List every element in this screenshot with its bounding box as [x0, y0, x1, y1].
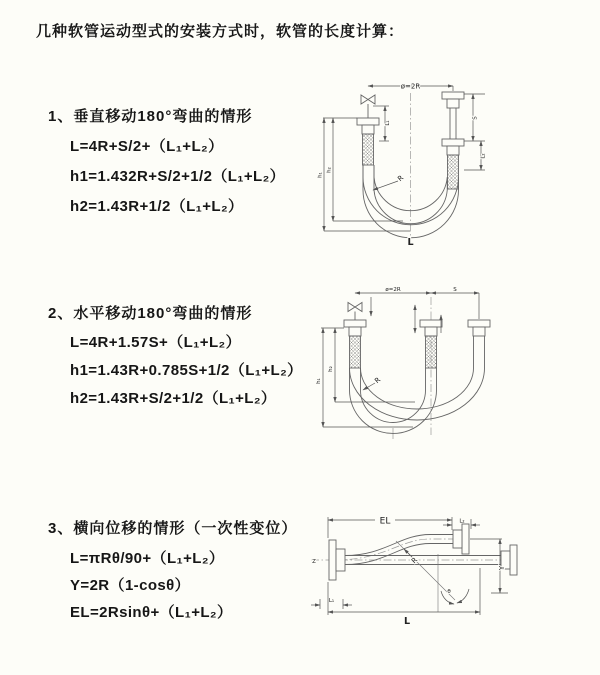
section-1-formula-3: h2=1.43R+1/2（L₁+L₂） [70, 198, 244, 215]
hose-u-wide [350, 343, 485, 420]
dim-y-label: Y [498, 565, 506, 571]
dim-h1-label: h₁ [316, 378, 322, 384]
dim-h2 [335, 328, 415, 402]
page-title: 几种软管运动型式的安装方式时，软管的长度计算： [36, 23, 405, 40]
dim-l2-label: L₂ [480, 153, 487, 159]
middle-pipe-end [420, 320, 442, 368]
dim-s-label: S [453, 287, 457, 293]
diagram-horizontal-movement-180 [313, 283, 498, 443]
theta-arcs [441, 589, 469, 604]
section-3-formula-3: EL=2Rsinθ+（L₁+L₂） [70, 604, 233, 621]
section-2-formula-3: h2=1.43R+S/2+1/2（L₁+L₂） [70, 390, 277, 407]
section-1-heading: 1、垂直移动180°弯曲的情形 [48, 108, 253, 125]
section-1-formula-1: L=4R+S/2+（L₁+L₂） [70, 138, 224, 155]
length-label: L [403, 616, 411, 627]
dim-width-2r [355, 293, 479, 319]
left-pipe-end [357, 118, 379, 165]
diagram-lateral-displacement [305, 505, 520, 630]
radius-leader [373, 181, 398, 190]
dim-l [328, 568, 480, 615]
dim-h1-label: h₁ [317, 172, 324, 178]
dim-l1-label: L₁ [385, 120, 391, 126]
section-2-heading: 2、水平移动180°弯曲的情形 [48, 305, 253, 322]
dim-h2-label: h₂ [328, 366, 334, 372]
left-pipe-end [344, 320, 366, 368]
right-pipe-end [468, 320, 490, 343]
right-pipe-end [442, 92, 464, 189]
section-3-heading: 3、横向位移的情形（一次性变位） [48, 520, 298, 537]
section-3-formula-2: Y=2R（1-cosθ） [70, 577, 191, 594]
section-3-formula-1: L=πRθ/90+（L₁+L₂） [70, 550, 225, 567]
hose-u-narrow [350, 368, 437, 433]
left-flange [329, 540, 345, 580]
radius-label: R [410, 556, 420, 566]
dim-h2-label: h₂ [326, 167, 333, 173]
diagram-vertical-movement-180 [315, 73, 500, 253]
dim-l1-label: L₁ [328, 598, 335, 604]
displaced-flange [453, 524, 469, 554]
dim-l2-label: L₂ [459, 518, 465, 525]
dim-width-label: ø=2R [400, 82, 421, 91]
section-1-formula-2: h1=1.432R+S/2+1/2（L₁+L₂） [70, 168, 286, 185]
radius-label: R [373, 375, 383, 386]
radius-label: R [396, 173, 406, 184]
theta-label: θ [447, 589, 451, 595]
dim-el-label: EL [379, 516, 391, 527]
valve-icon [361, 95, 375, 118]
dim-width-label: ø=2R [385, 287, 401, 293]
length-label: L [407, 237, 414, 248]
axis-mark-label: Z [312, 559, 316, 565]
dim-s-label: S [472, 116, 479, 120]
valve-icon [348, 303, 362, 321]
section-2-formula-2: h1=1.43R+0.785S+1/2（L₁+L₂） [70, 362, 303, 379]
section-2-formula-1: L=4R+1.57S+（L₁+L₂） [70, 334, 241, 351]
